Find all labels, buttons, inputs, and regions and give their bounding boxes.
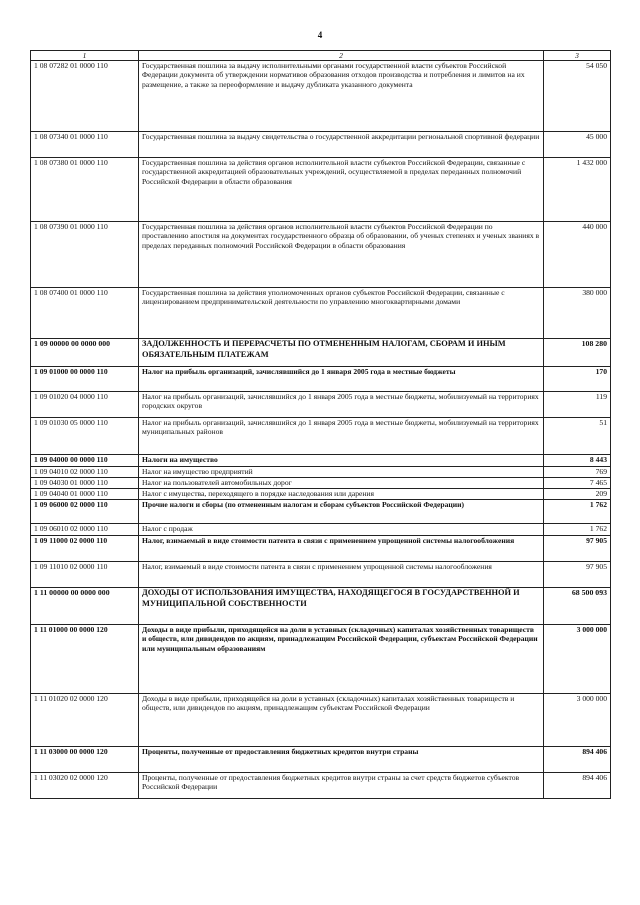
- row-code: 1 09 06010 02 0000 110: [31, 524, 139, 536]
- row-amount: 170: [544, 367, 611, 392]
- row-code: 1 09 06000 02 0000 110: [31, 500, 139, 524]
- row-name: Доходы в виде прибыли, приходящейся на доли в уставных (складочных) капиталах хозяйственных товариществ и обществ, или дивидендов по акциям, принадлежащим Российской Федерации, субъектам Российской Федерации или муниципальным образованиям: [139, 625, 544, 694]
- row-name: Налог, взимаемый в виде стоимости патента в связи с применением упрощенной системы налогообложения: [139, 536, 544, 562]
- row-name: Прочие налоги и сборы (по отмененным налогам и сборам субъектов Российской Федерации): [139, 500, 544, 524]
- row-amount: 440 000: [544, 222, 611, 288]
- row-amount: 97 905: [544, 536, 611, 562]
- row-amount: 894 406: [544, 747, 611, 773]
- row-amount: 119: [544, 392, 611, 418]
- row-code: 1 09 11000 02 0000 110: [31, 536, 139, 562]
- table-row: [31, 524, 611, 536]
- row-amount: 8 443: [544, 455, 611, 467]
- row-name: Государственная пошлина за выдачу свидетельства о государственной аккредитации региональной спортивной федерации: [139, 132, 544, 158]
- row-code: 1 09 11010 02 0000 110: [31, 562, 139, 588]
- row-amount: 1 762: [544, 500, 611, 524]
- column-header-amount: 3: [544, 51, 611, 61]
- row-amount: 3 000 000: [544, 625, 611, 694]
- row-code: 1 08 07380 01 0000 110: [31, 158, 139, 222]
- table-row: [31, 562, 611, 588]
- table-row: [31, 489, 611, 500]
- row-amount: 68 500 093: [544, 588, 611, 625]
- table-row: [31, 339, 611, 367]
- table-header-row: [31, 51, 611, 61]
- row-code: 1 11 01020 02 0000 120: [31, 694, 139, 747]
- table-row: [31, 61, 611, 132]
- row-name: Налог на пользователей автомобильных дорог: [139, 478, 544, 489]
- row-amount: 97 905: [544, 562, 611, 588]
- row-amount: 209: [544, 489, 611, 500]
- row-code: 1 09 04000 00 0000 110: [31, 455, 139, 467]
- table-row: [31, 288, 611, 339]
- table-row: [31, 625, 611, 694]
- row-name: ЗАДОЛЖЕННОСТЬ И ПЕРЕРАСЧЕТЫ ПО ОТМЕНЕННЫМ НАЛОГАМ, СБОРАМ И ИНЫМ ОБЯЗАТЕЛЬНЫМ ПЛАТЕЖАМ: [139, 339, 544, 367]
- table-row: [31, 694, 611, 747]
- row-code: 1 09 01020 04 0000 110: [31, 392, 139, 418]
- column-header-code: 1: [31, 51, 139, 61]
- row-code: 1 11 01000 00 0000 120: [31, 625, 139, 694]
- table-row: [31, 132, 611, 158]
- row-amount: 7 465: [544, 478, 611, 489]
- table-row: [31, 222, 611, 288]
- row-code: 1 08 07390 01 0000 110: [31, 222, 139, 288]
- table-row: [31, 418, 611, 455]
- row-code: 1 09 04030 01 0000 110: [31, 478, 139, 489]
- row-code: 1 11 03000 00 0000 120: [31, 747, 139, 773]
- row-code: 1 09 00000 00 0000 000: [31, 339, 139, 367]
- table-row: [31, 392, 611, 418]
- revenue-table: [30, 50, 611, 799]
- row-name: Государственная пошлина за выдачу исполнительными органами государственной власти субъектов Российской Федерации документа об утверждении нормативов образования отходов производства и потребления и лимитов на их размещение, а также за переоформление и выдачу дубликата указанного документа: [139, 61, 544, 132]
- row-code: 1 08 07340 01 0000 110: [31, 132, 139, 158]
- table-row: [31, 478, 611, 489]
- table-row: [31, 158, 611, 222]
- row-amount: 769: [544, 467, 611, 478]
- row-name: Проценты, полученные от предоставления бюджетных кредитов внутри страны: [139, 747, 544, 773]
- table-row: [31, 536, 611, 562]
- row-amount: 51: [544, 418, 611, 455]
- table-row: [31, 588, 611, 625]
- row-name: Государственная пошлина за действия уполномоченных органов субъектов Российской Федерации, связанные с лицензированием предпринимательской деятельности по управлению многоквартирными домами: [139, 288, 544, 339]
- table-row: [31, 467, 611, 478]
- row-name: Налог, взимаемый в виде стоимости патента в связи с применением упрощенной системы налогообложения: [139, 562, 544, 588]
- row-name: ДОХОДЫ ОТ ИСПОЛЬЗОВАНИЯ ИМУЩЕСТВА, НАХОДЯЩЕГОСЯ В ГОСУДАРСТВЕННОЙ И МУНИЦИПАЛЬНОЙ СОБСТВЕННОСТИ: [139, 588, 544, 625]
- row-amount: 108 280: [544, 339, 611, 367]
- row-amount: 894 406: [544, 773, 611, 799]
- row-name: Налог на прибыль организаций, зачислявшийся до 1 января 2005 года в местные бюджеты, мобилизуемый на территориях городских округов: [139, 392, 544, 418]
- row-amount: 45 000: [544, 132, 611, 158]
- row-amount: 380 000: [544, 288, 611, 339]
- row-code: 1 11 03020 02 0000 120: [31, 773, 139, 799]
- row-code: 1 11 00000 00 0000 000: [31, 588, 139, 625]
- row-name: Государственная пошлина за действия органов исполнительной власти субъектов Российской Федерации, связанные с государственной аккредитацией образовательных учреждений, осуществляемой в пределах переданных полномочий Российской Федерации в области образования: [139, 158, 544, 222]
- row-code: 1 09 04040 01 0000 110: [31, 489, 139, 500]
- row-amount: 3 000 000: [544, 694, 611, 747]
- row-code: 1 09 04010 02 0000 110: [31, 467, 139, 478]
- row-name: Налог на прибыль организаций, зачислявшийся до 1 января 2005 года в местные бюджеты, мобилизуемый на территориях муниципальных районов: [139, 418, 544, 455]
- row-name: Доходы в виде прибыли, приходящейся на доли в уставных (складочных) капиталах хозяйственных товариществ и обществ, или дивидендов по акциям, принадлежащим субъектам Российской Федерации: [139, 694, 544, 747]
- row-code: 1 09 01000 00 0000 110: [31, 367, 139, 392]
- row-name: Налоги на имущество: [139, 455, 544, 467]
- column-header-name: 2: [139, 51, 544, 61]
- table-row: [31, 747, 611, 773]
- table-row: [31, 773, 611, 799]
- row-code: 1 09 01030 05 0000 110: [31, 418, 139, 455]
- row-name: Проценты, полученные от предоставления бюджетных кредитов внутри страны за счет средств бюджетов субъектов Российской Федерации: [139, 773, 544, 799]
- row-name: Государственная пошлина за действия органов исполнительной власти субъектов Российской Федерации по проставлению апостиля на документах государственного образца об образовании, об ученых степенях и ученых званиях в пределах переданных полномочий Российской Федерации в области образования: [139, 222, 544, 288]
- row-name: Налог на имущество предприятий: [139, 467, 544, 478]
- row-code: 1 08 07282 01 0000 110: [31, 61, 139, 132]
- table-row: [31, 367, 611, 392]
- table-row: [31, 500, 611, 524]
- table-row: [31, 455, 611, 467]
- row-name: Налог на прибыль организаций, зачислявшийся до 1 января 2005 года в местные бюджеты: [139, 367, 544, 392]
- row-name: Налог с имущества, переходящего в порядке наследования или дарения: [139, 489, 544, 500]
- row-amount: 54 050: [544, 61, 611, 132]
- page-number: 4: [317, 30, 323, 40]
- row-amount: 1 762: [544, 524, 611, 536]
- row-amount: 1 432 000: [544, 158, 611, 222]
- row-name: Налог с продаж: [139, 524, 544, 536]
- row-code: 1 08 07400 01 0000 110: [31, 288, 139, 339]
